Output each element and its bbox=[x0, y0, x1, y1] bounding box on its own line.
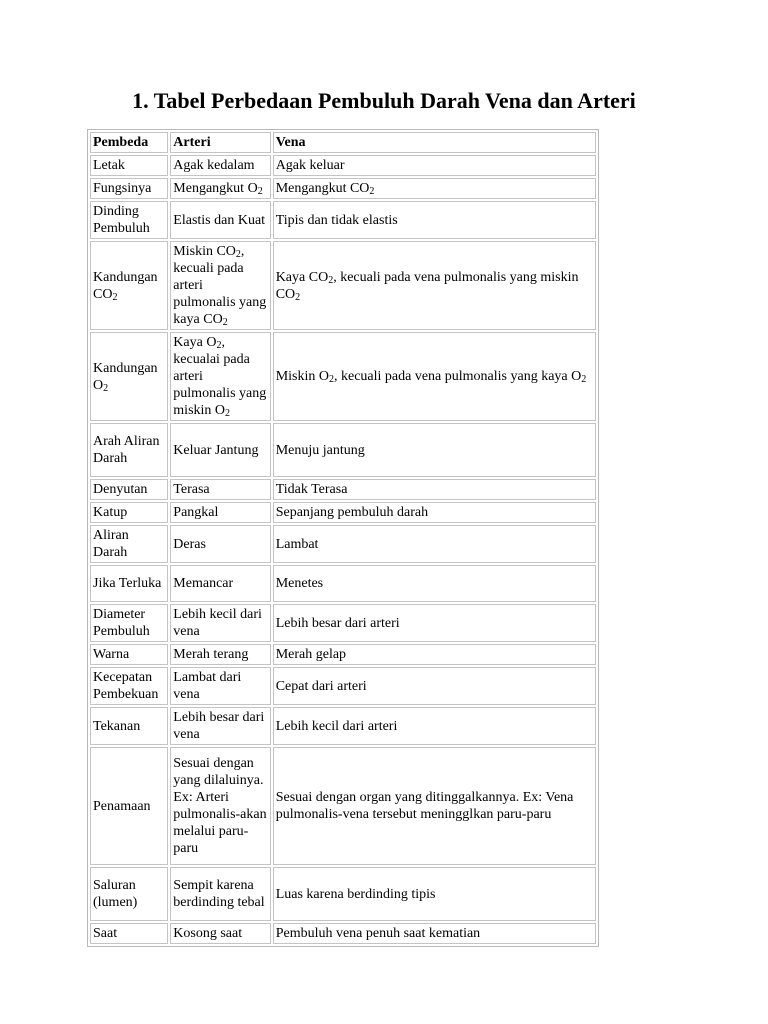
row-label: Arah Aliran Darah bbox=[90, 423, 168, 477]
arteri-cell: Keluar Jantung bbox=[170, 423, 270, 477]
arteri-cell: Lebih kecil dari vena bbox=[170, 604, 270, 642]
row-label: Katup bbox=[90, 502, 168, 523]
row-label: Dinding Pembuluh bbox=[90, 201, 168, 239]
arteri-cell: Terasa bbox=[170, 479, 270, 500]
table-row bbox=[90, 707, 596, 745]
row-label: Kecepatan Pembekuan bbox=[90, 667, 168, 705]
column-header-vena: Vena bbox=[273, 132, 596, 153]
table-row bbox=[90, 332, 596, 421]
arteri-cell: Elastis dan Kuat bbox=[170, 201, 270, 239]
vena-cell: Mengangkut $CO_2$ bbox=[273, 178, 596, 199]
row-label: Saat bbox=[90, 923, 168, 944]
vena-cell: Sesuai dengan organ yang ditinggalkannya. Ex: Vena pulmonalis-vena tersebut meningglkan paru-paru bbox=[273, 747, 596, 865]
arteri-cell: Mengangkut $O_2$ bbox=[170, 178, 270, 199]
row-label: Letak bbox=[90, 155, 168, 176]
arteri-cell: Memancar bbox=[170, 565, 270, 602]
table-row bbox=[90, 667, 596, 705]
vena-cell: Miskin $O_2$, kecuali pada vena pulmonalis yang kaya $O_2$ bbox=[273, 332, 596, 421]
row-label: Aliran Darah bbox=[90, 525, 168, 563]
vena-cell: Sepanjang pembuluh darah bbox=[273, 502, 596, 523]
arteri-cell: Merah terang bbox=[170, 644, 270, 665]
vena-cell: Cepat dari arteri bbox=[273, 667, 596, 705]
arteri-cell: Lambat dari vena bbox=[170, 667, 270, 705]
table-row bbox=[90, 604, 596, 642]
column-header-pembeda: Pembeda bbox=[90, 132, 168, 153]
row-label: Denyutan bbox=[90, 479, 168, 500]
row-label: Jika Terluka bbox=[90, 565, 168, 602]
column-header-arteri: Arteri bbox=[170, 132, 270, 153]
vena-cell: Kaya $CO_2$, kecuali pada vena pulmonalis yang miskin $CO_2$ bbox=[273, 241, 596, 330]
table-row bbox=[90, 747, 596, 865]
table-row bbox=[90, 479, 596, 500]
vena-cell: Lebih besar dari arteri bbox=[273, 604, 596, 642]
row-label: Kandungan $CO_2$ bbox=[90, 241, 168, 330]
table-row bbox=[90, 423, 596, 477]
vena-cell: Tipis dan tidak elastis bbox=[273, 201, 596, 239]
arteri-cell: Kaya $O_2$, kecualai pada arteri pulmonalis yang miskin $O_2$ bbox=[170, 332, 270, 421]
table-row bbox=[90, 923, 596, 944]
vena-cell: Menuju jantung bbox=[273, 423, 596, 477]
vena-cell: Menetes bbox=[273, 565, 596, 602]
table-row bbox=[90, 502, 596, 523]
row-label: Tekanan bbox=[90, 707, 168, 745]
table-row bbox=[90, 525, 596, 563]
row-label: Penamaan bbox=[90, 747, 168, 865]
vena-cell: Lambat bbox=[273, 525, 596, 563]
vena-cell: Lebih kecil dari arteri bbox=[273, 707, 596, 745]
comparison-table bbox=[87, 129, 599, 947]
arteri-cell: Sesuai dengan yang dilaluinya. Ex: Arteri pulmonalis-akan melalui paru-paru bbox=[170, 747, 270, 865]
page-title: 1. Tabel Perbedaan Pembuluh Darah Vena dan Arteri bbox=[132, 88, 636, 113]
arteri-cell: Miskin $CO_2$, kecuali pada arteri pulmonalis yang kaya $CO_2$ bbox=[170, 241, 270, 330]
table-row bbox=[90, 178, 596, 199]
table-row bbox=[90, 565, 596, 602]
vena-cell: Agak keluar bbox=[273, 155, 596, 176]
arteri-cell: Sempit karena berdinding tebal bbox=[170, 867, 270, 921]
row-label: Kandungan $O_2$ bbox=[90, 332, 168, 421]
row-label: Warna bbox=[90, 644, 168, 665]
table-header-row bbox=[90, 132, 596, 153]
table-row bbox=[90, 241, 596, 330]
arteri-cell: Agak kedalam bbox=[170, 155, 270, 176]
arteri-cell: Deras bbox=[170, 525, 270, 563]
vena-cell: Pembuluh vena penuh saat kematian bbox=[273, 923, 596, 944]
row-label: Diameter Pembuluh bbox=[90, 604, 168, 642]
row-label: Fungsinya bbox=[90, 178, 168, 199]
table-row bbox=[90, 155, 596, 176]
vena-cell: Luas karena berdinding tipis bbox=[273, 867, 596, 921]
table-row bbox=[90, 201, 596, 239]
arteri-cell: Pangkal bbox=[170, 502, 270, 523]
vena-cell: Merah gelap bbox=[273, 644, 596, 665]
vena-cell: Tidak Terasa bbox=[273, 479, 596, 500]
table-row bbox=[90, 644, 596, 665]
table-row bbox=[90, 867, 596, 921]
arteri-cell: Kosong saat bbox=[170, 923, 270, 944]
row-label: Saluran (lumen) bbox=[90, 867, 168, 921]
arteri-cell: Lebih besar dari vena bbox=[170, 707, 270, 745]
